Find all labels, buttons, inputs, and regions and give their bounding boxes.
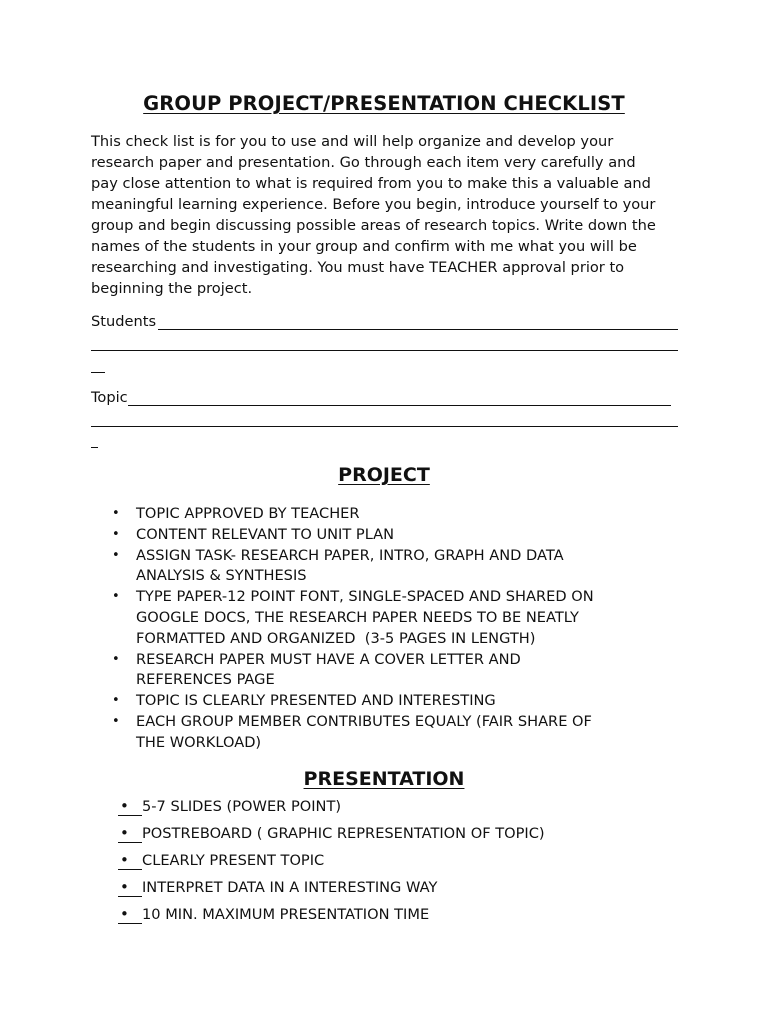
project-heading: PROJECT [338,464,430,486]
item-text: CLEARLY PRESENT TOPIC [142,852,325,869]
students-line-3[interactable] [91,372,105,373]
bullet-icon: • [118,878,142,897]
bullet-icon: • [112,693,120,709]
bullet-icon: • [118,905,142,924]
bullet-icon: • [112,713,120,729]
bullet-icon: • [118,851,142,870]
list-item [118,823,545,850]
list-item [107,546,667,588]
document-title: GROUP PROJECT/PRESENTATION CHECKLIST [143,92,625,115]
intro-line: beginning the project. [91,280,253,297]
item-text: TYPE PAPER-12 POINT FONT, SINGLE-SPACED AND SHARED ON [136,588,594,606]
list-item [118,904,545,931]
item-text: GOOGLE DOCS, THE RESEARCH PAPER NEEDS TO BE NEATLY [136,608,579,626]
list-item [118,796,545,823]
intro-line: research paper and presentation. Go through each item very carefully and [91,154,636,171]
intro-line: meaningful learning experience. Before you begin, introduce yourself to your [91,196,656,213]
list-item [107,650,667,692]
bullet-icon: • [112,526,120,542]
bullet-icon: • [112,651,120,667]
intro-line: This check list is for you to use and will help organize and develop your [91,133,614,150]
presentation-checklist [118,796,545,931]
item-text: RESEARCH PAPER MUST HAVE A COVER LETTER AND [136,650,521,668]
intro-paragraph [91,131,681,299]
item-text: 5-7 SLIDES (POWER POINT) [142,798,342,815]
item-text: FORMATTED AND ORGANIZED (3-5 PAGES IN LENGTH) [136,629,536,647]
students-label: Students [91,313,157,330]
item-text: 10 MIN. MAXIMUM PRESENTATION TIME [142,906,430,923]
topic-line-2[interactable] [91,426,678,427]
item-text: ANALYSIS & SYNTHESIS [136,567,307,585]
intro-line: researching and investigating. You must have TEACHER approval prior to [91,259,625,276]
topic-line-1[interactable] [128,405,671,406]
topic-line-3[interactable] [91,447,98,448]
bullet-icon: • [118,824,142,843]
item-text: INTERPRET DATA IN A INTERESTING WAY [142,879,438,896]
item-text: THE WORKLOAD) [136,733,262,751]
item-text: EACH GROUP MEMBER CONTRIBUTES EQUALY (FAIR SHARE OF [136,712,592,730]
list-item [107,712,667,754]
item-text: ASSIGN TASK- RESEARCH PAPER, INTRO, GRAPH AND DATA [136,546,564,564]
item-text: TOPIC APPROVED BY TEACHER [136,505,360,522]
item-text: REFERENCES PAGE [136,671,275,689]
list-item [107,587,667,649]
presentation-heading: PRESENTATION [303,768,465,790]
bullet-icon: • [118,797,142,816]
bullet-icon: • [112,506,120,521]
list-item [107,504,667,525]
list-item [107,691,667,712]
students-line-1[interactable] [158,329,678,330]
list-item [118,877,545,904]
bullet-icon: • [112,589,120,605]
intro-line: pay close attention to what is required from you to make this a valuable and [91,175,651,192]
list-item [107,525,667,546]
intro-line: group and begin discussing possible areas of research topics. Write down the [91,217,656,234]
students-line-2[interactable] [91,350,678,351]
list-item [118,850,545,877]
bullet-icon: • [112,547,120,563]
item-text: POSTREBOARD ( GRAPHIC REPRESENTATION OF TOPIC) [142,825,545,842]
item-text: TOPIC IS CLEARLY PRESENTED AND INTERESTING [136,692,496,710]
topic-label: Topic [91,389,128,406]
project-checklist [107,504,667,754]
item-text: CONTENT RELEVANT TO UNIT PLAN [136,525,395,543]
intro-line: names of the students in your group and confirm with me what you will be [91,238,637,255]
